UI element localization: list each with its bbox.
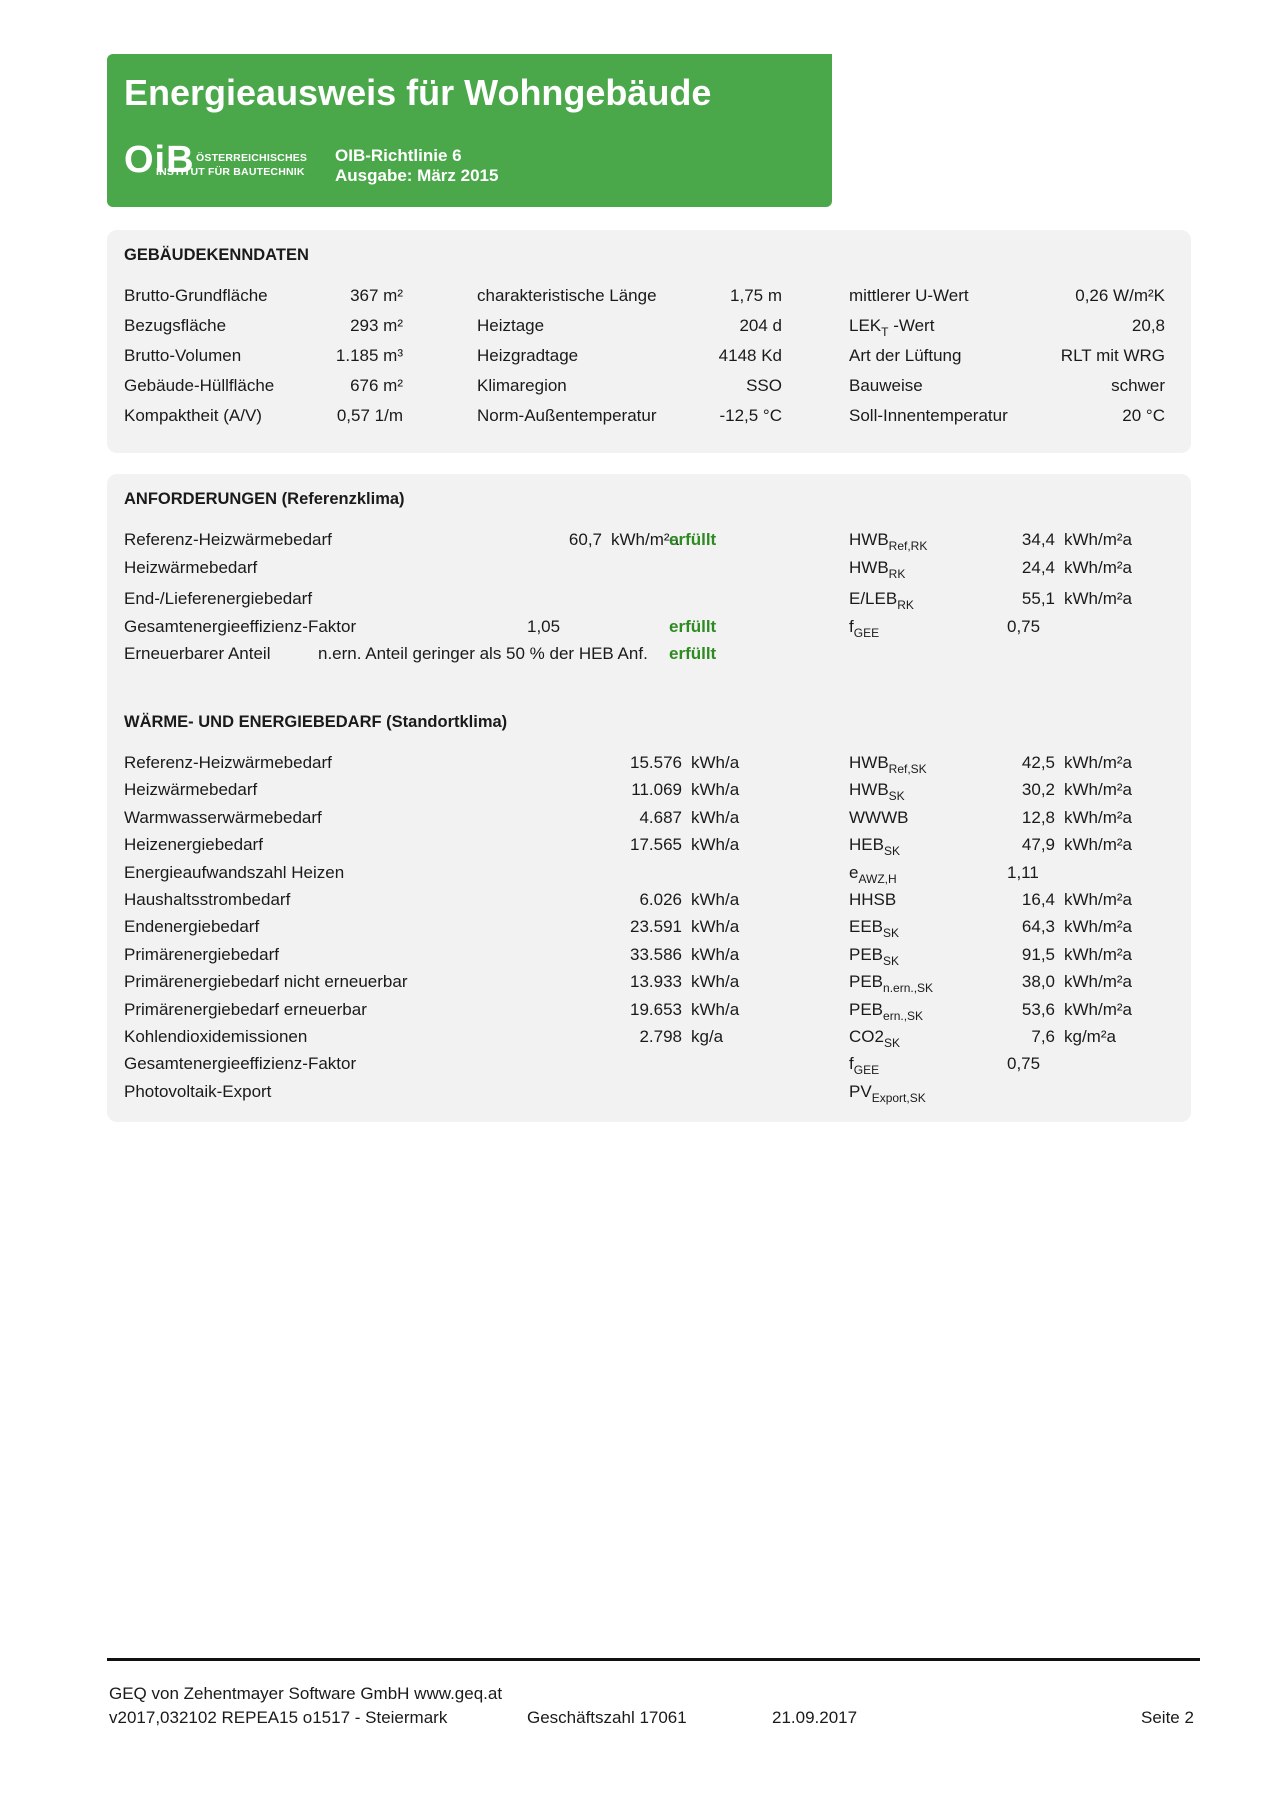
data-note: n.ern. Anteil geringer als 50 % der HEB Anf. xyxy=(318,644,648,663)
data-value: 20,8 xyxy=(1131,316,1165,335)
symbol-subscript: SK xyxy=(883,953,900,968)
footer-date: 21.09.2017 xyxy=(772,1708,858,1727)
symbol-base: HWB xyxy=(849,753,889,772)
data-value: 23.591 xyxy=(630,917,682,937)
data-label: Norm-Außentemperatur xyxy=(477,406,657,425)
lek-suffix: -Wert xyxy=(888,316,935,335)
data-label: Heiztage xyxy=(477,316,545,335)
symbol-label xyxy=(849,753,927,776)
symbol-base: CO2 xyxy=(849,1027,884,1046)
data-unit: kWh/m²a xyxy=(611,530,679,549)
data-value: 55,1 xyxy=(1021,589,1055,608)
data-label: mittlerer U-Wert xyxy=(849,286,969,305)
symbol-label xyxy=(849,999,924,1023)
data-label: Warmwasserwärmebedarf xyxy=(124,807,322,827)
symbol-label xyxy=(849,1081,926,1105)
section-heading: ANFORDERUNGEN (Referenzklima) xyxy=(124,490,405,508)
oib-logo-line2: INSTITUT FÜR BAUTECHNIK xyxy=(156,166,305,178)
data-label: Primärenergiebedarf erneuerbar xyxy=(124,999,367,1019)
data-unit: kWh/a xyxy=(691,972,740,992)
data-label: End-/Lieferenergiebedarf xyxy=(124,589,313,608)
data-label: Heizwärmebedarf xyxy=(124,780,258,800)
data-value: schwer xyxy=(1111,376,1165,395)
status-erfuellt: erfüllt xyxy=(669,530,717,549)
data-value: 47,9 xyxy=(1021,835,1055,855)
data-label: Gebäude-Hüllfläche xyxy=(124,376,275,395)
symbol-base: HWB xyxy=(849,530,889,549)
data-value: 676 m² xyxy=(350,376,403,395)
symbol-subscript: RK xyxy=(897,598,914,612)
data-value: -12,5 °C xyxy=(719,406,782,425)
anforderungen-panel xyxy=(107,474,1191,1122)
symbol-subscript: GEE xyxy=(853,626,880,640)
data-value: 293 m² xyxy=(350,316,403,335)
footer-company: GEQ von Zehentmayer Software GmbH www.geq.at xyxy=(109,1684,503,1703)
symbol-label xyxy=(849,1054,880,1078)
symbol-label xyxy=(849,944,900,968)
symbol-label xyxy=(849,617,880,640)
symbol-label xyxy=(849,972,934,996)
data-unit: kg/a xyxy=(691,1027,724,1046)
lek-subscript: T xyxy=(881,325,889,339)
data-label: Heizgradtage xyxy=(477,346,579,365)
symbol-base: f xyxy=(849,1054,854,1074)
data-unit: kWh/m²a xyxy=(1064,589,1132,608)
data-unit: kWh/m²a xyxy=(1064,780,1132,800)
footer-page: Seite 2 xyxy=(1141,1708,1194,1727)
richtlinie-label: OIB-Richtlinie 6 xyxy=(335,146,462,165)
data-value: 15.576 xyxy=(630,753,682,772)
status-erfuellt: erfüllt xyxy=(669,644,717,663)
data-label xyxy=(849,316,935,339)
data-value: 24,4 xyxy=(1021,558,1055,577)
data-label: Gesamtenergieeffizienz-Faktor xyxy=(124,617,357,636)
symbol-subscript: ern.,SK xyxy=(883,1008,924,1023)
data-value: 6.026 xyxy=(639,890,682,909)
footer-version: v2017,032102 REPEA15 o1517 - Steiermark xyxy=(109,1708,448,1727)
footer-geschaeftszahl: Geschäftszahl 17061 xyxy=(527,1708,687,1727)
symbol-label xyxy=(849,917,900,941)
symbol-subscript: SK xyxy=(883,926,900,941)
data-unit: kWh/m²a xyxy=(1064,944,1132,964)
data-unit: kWh/m²a xyxy=(1064,558,1132,577)
data-unit: kWh/m²a xyxy=(1064,835,1132,855)
data-value: 42,5 xyxy=(1021,753,1055,772)
data-value: 11.069 xyxy=(631,780,682,800)
data-unit: kWh/a xyxy=(691,807,740,827)
status-erfuellt: erfüllt xyxy=(669,617,717,636)
symbol-label xyxy=(849,589,914,612)
data-value: RLT mit WRG xyxy=(1060,346,1165,365)
data-unit: kWh/a xyxy=(691,780,740,800)
oib-logo-mark: OiB xyxy=(124,139,195,181)
symbol-base: e xyxy=(849,862,859,882)
symbol-base: HEB xyxy=(849,835,884,855)
document-title: Energieausweis für Wohngebäude xyxy=(124,72,712,113)
symbol-subscript: GEE xyxy=(853,1063,880,1078)
data-unit: kWh/m²a xyxy=(1064,917,1132,937)
data-label: Soll-Innentemperatur xyxy=(849,406,1008,425)
data-label: Art der Lüftung xyxy=(849,346,962,365)
data-value: 4.687 xyxy=(639,807,682,827)
data-label: Referenz-Heizwärmebedarf xyxy=(124,530,332,549)
data-value: 12,8 xyxy=(1021,807,1055,827)
data-label: Bezugsfläche xyxy=(124,316,227,335)
data-label: Energieaufwandszahl Heizen xyxy=(124,862,345,882)
data-value: 33.586 xyxy=(630,944,682,964)
header-banner xyxy=(107,54,832,207)
data-label: Primärenergiebedarf xyxy=(124,944,279,964)
symbol-base: E/LEB xyxy=(849,589,898,608)
data-value: SSO xyxy=(746,376,782,395)
data-value: 204 d xyxy=(739,316,782,335)
data-unit: kWh/m²a xyxy=(1064,999,1132,1019)
data-value: 1,05 xyxy=(527,617,561,636)
symbol-subscript: SK xyxy=(883,1036,900,1050)
data-unit: kWh/a xyxy=(691,890,740,909)
symbol-base: PEB xyxy=(849,999,884,1019)
oib-logo-line1: ÖSTERREICHISCHES xyxy=(196,152,308,164)
symbol-label xyxy=(849,835,900,859)
data-label: Heizenergiebedarf xyxy=(124,835,263,855)
data-value: 7,6 xyxy=(1031,1027,1055,1046)
section-heading: GEBÄUDEKENNDATEN xyxy=(124,246,309,264)
data-label: charakteristische Länge xyxy=(477,286,657,305)
section-heading: WÄRME- UND ENERGIEBEDARF (Standortklima) xyxy=(124,713,508,731)
data-label: Brutto-Grundfläche xyxy=(124,286,268,305)
lek-label: LEK xyxy=(849,316,882,335)
symbol-label xyxy=(849,780,905,804)
data-value: 0,26 W/m²K xyxy=(1075,286,1165,305)
data-label: Gesamtenergieeffizienz-Faktor xyxy=(124,1054,357,1074)
data-value: 53,6 xyxy=(1021,999,1055,1019)
data-unit: kWh/m²a xyxy=(1064,753,1132,772)
data-label: Brutto-Volumen xyxy=(124,346,242,365)
data-value: 0,75 xyxy=(1007,1054,1041,1074)
data-value: 1.185 m³ xyxy=(335,346,403,365)
data-label: Bauweise xyxy=(849,376,923,395)
data-value: 4148 Kd xyxy=(718,346,782,365)
symbol-base: HWB xyxy=(849,558,889,577)
data-value: 1,75 m xyxy=(730,286,782,305)
symbol-subscript: SK xyxy=(883,844,900,859)
data-value: 367 m² xyxy=(350,286,403,305)
data-value: 0,57 1/m xyxy=(336,406,403,425)
symbol-subscript: AWZ,H xyxy=(858,871,897,886)
footer-rule xyxy=(107,1658,1200,1661)
data-value: 16,4 xyxy=(1021,890,1055,909)
symbol-base: PEB xyxy=(849,944,884,964)
symbol-subscript: SK xyxy=(888,789,905,804)
symbol-subscript: Ref,SK xyxy=(888,762,927,776)
data-value: 20 °C xyxy=(1122,406,1165,425)
data-label: Referenz-Heizwärmebedarf xyxy=(124,753,332,772)
data-label: Kohlendioxidemissionen xyxy=(124,1027,308,1046)
symbol-base: WWWB xyxy=(849,807,909,827)
data-unit: kWh/m²a xyxy=(1064,972,1132,992)
symbol-label xyxy=(849,862,897,886)
symbol-base: HHSB xyxy=(849,890,897,909)
data-value: 13.933 xyxy=(630,972,682,992)
data-label: Klimaregion xyxy=(477,376,567,395)
symbol-subscript: Export,SK xyxy=(871,1090,926,1105)
data-unit: kg/m²a xyxy=(1064,1027,1116,1046)
data-value: 30,2 xyxy=(1021,780,1055,800)
data-unit: kWh/m²a xyxy=(1064,807,1132,827)
symbol-subscript: Ref,RK xyxy=(888,539,928,553)
data-unit: kWh/a xyxy=(691,835,740,855)
symbol-label xyxy=(849,1027,900,1050)
data-value: 91,5 xyxy=(1021,944,1055,964)
symbol-base: EEB xyxy=(849,917,884,937)
data-unit: kWh/m²a xyxy=(1064,530,1132,549)
data-value: 0,75 xyxy=(1007,617,1041,636)
data-value: 19.653 xyxy=(630,999,682,1019)
data-value: 1,11 xyxy=(1007,862,1039,882)
data-label: Photovoltaik-Export xyxy=(124,1081,272,1101)
data-label: Endenergiebedarf xyxy=(124,917,260,937)
symbol-base: f xyxy=(849,617,854,636)
symbol-base: PV xyxy=(849,1081,872,1101)
symbol-base: HWB xyxy=(849,780,889,800)
symbol-label xyxy=(849,530,928,553)
data-value: 34,4 xyxy=(1021,530,1055,549)
data-unit: kWh/a xyxy=(691,999,740,1019)
symbol-label xyxy=(849,808,908,828)
data-unit: kWh/a xyxy=(691,917,740,937)
symbol-base: PEB xyxy=(849,972,884,992)
data-value: 60,7 xyxy=(568,530,602,549)
gebaeudekenndaten-panel xyxy=(107,230,1191,453)
symbol-subscript: RK xyxy=(888,567,906,581)
data-label: Erneuerbarer Anteil xyxy=(124,644,271,663)
data-value: 64,3 xyxy=(1021,917,1055,937)
data-label: Heizwärmebedarf xyxy=(124,558,258,577)
symbol-label xyxy=(849,890,896,910)
data-unit: kWh/a xyxy=(691,944,740,964)
data-value: 17.565 xyxy=(630,835,682,855)
data-value: 2.798 xyxy=(639,1027,682,1046)
ausgabe-label: Ausgabe: März 2015 xyxy=(335,166,499,185)
data-label: Kompaktheit (A/V) xyxy=(124,406,262,425)
symbol-label xyxy=(849,558,906,581)
data-label: Haushaltsstrombedarf xyxy=(124,890,291,909)
data-unit: kWh/m²a xyxy=(1064,890,1132,909)
data-unit: kWh/a xyxy=(691,753,740,772)
symbol-subscript: n.ern.,SK xyxy=(883,981,934,996)
data-label: Primärenergiebedarf nicht erneuerbar xyxy=(124,972,408,992)
data-value: 38,0 xyxy=(1021,972,1055,992)
